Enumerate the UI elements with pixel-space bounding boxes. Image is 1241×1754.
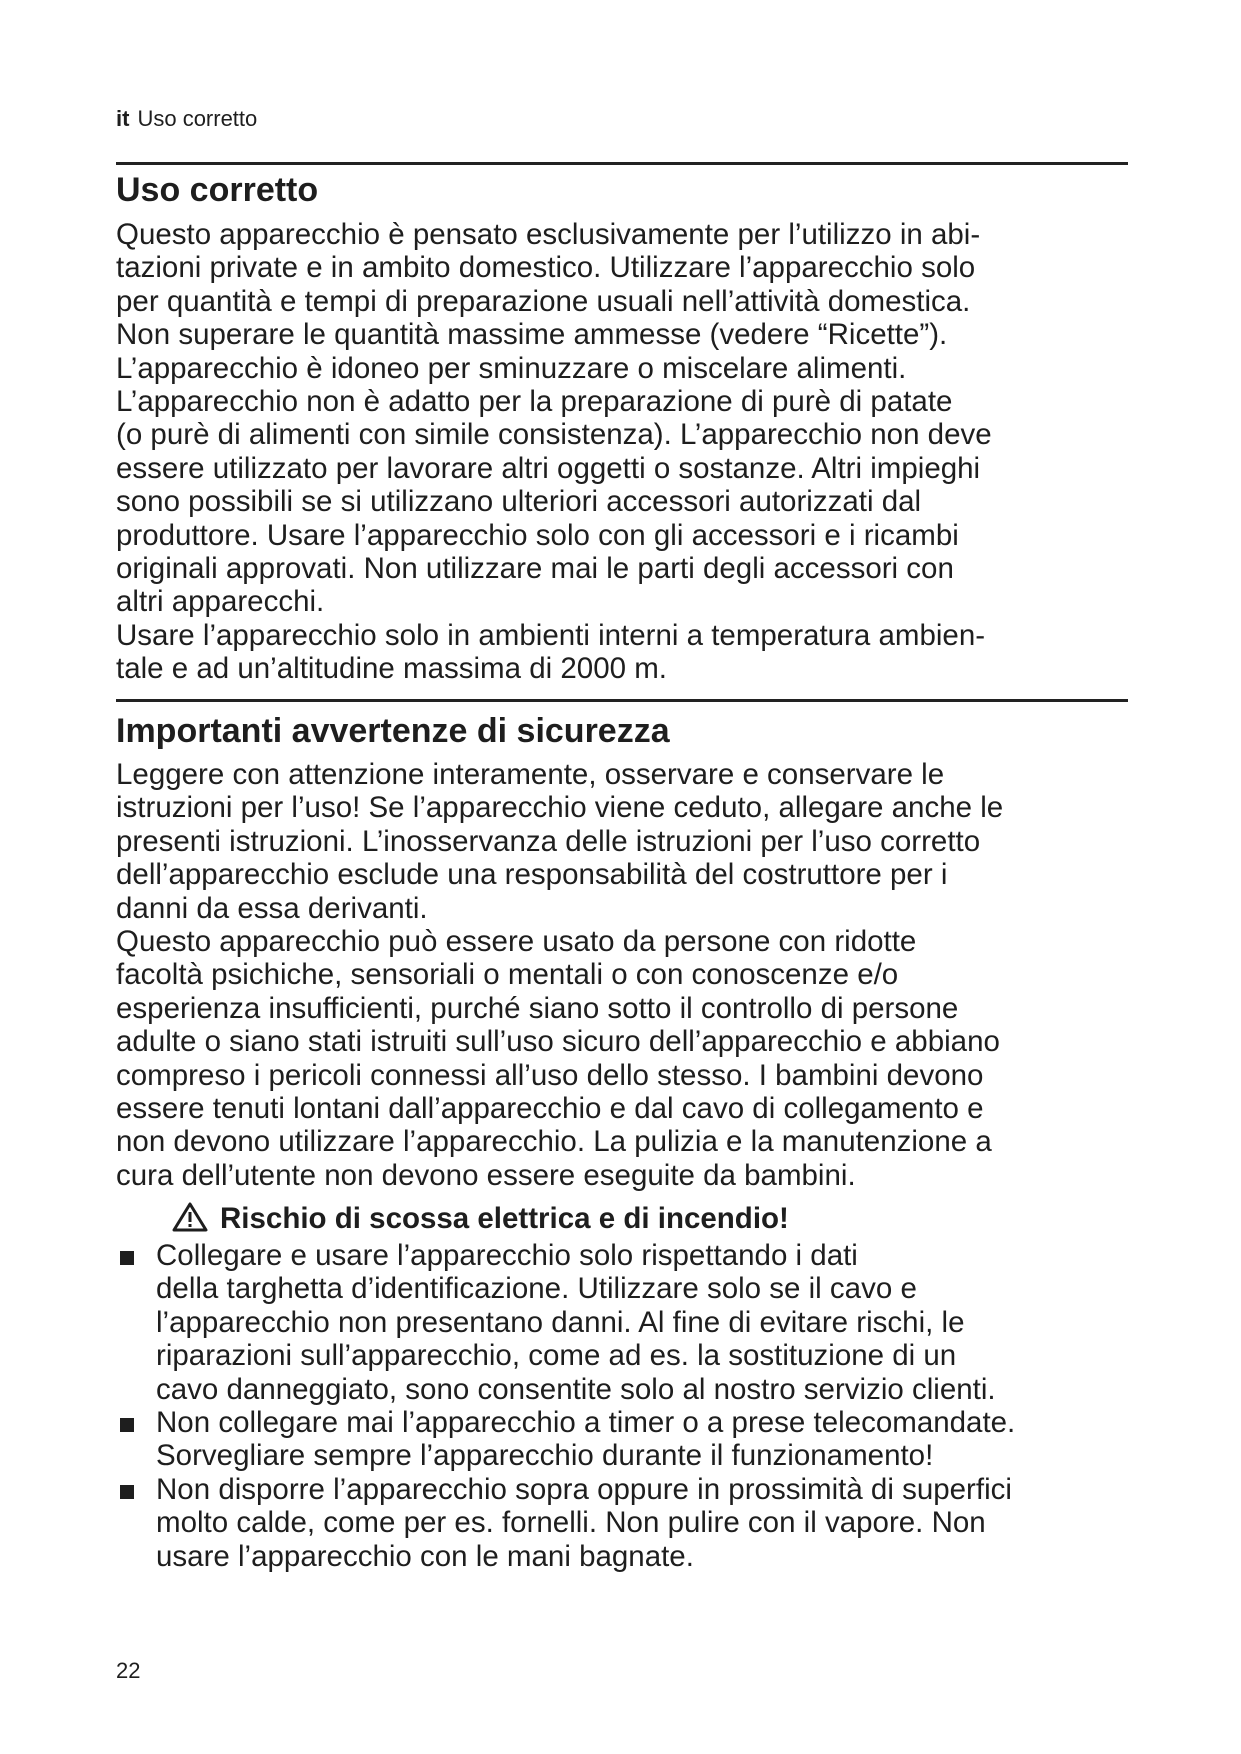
text-line: compreso i pericoli connessi all’uso dello stesso. I bambini devono [116, 1058, 984, 1092]
text-line: l’apparecchio non presentano danni. Al fine di evitare rischi, le [156, 1305, 965, 1339]
text-line: Questo apparecchio può essere usato da persone con ridotte [116, 925, 917, 959]
language-code: it [116, 106, 130, 131]
text-line: Non superare le quantità massime ammesse (vedere “Ricette”). [116, 318, 948, 352]
paragraph [116, 758, 1128, 1192]
text-line: istruzioni per l’uso! Se l’apparecchio viene ceduto, allegare anche le [116, 791, 1004, 825]
text-line: Non collegare mai l’apparecchio a timer o a prese telecomandate. [156, 1406, 1016, 1440]
text-line: essere tenuti lontani dall’apparecchio e dal cavo di collegamento e [116, 1092, 984, 1126]
text-line: Collegare e usare l’apparecchio solo rispettando i dati [156, 1239, 858, 1272]
text-line: cura dell’utente non devono essere eseguite da bambini. [116, 1158, 856, 1192]
section-title-uso-corretto: Uso corretto [116, 171, 319, 209]
manual-page [116, 0, 1128, 1754]
section-body-uso-corretto [116, 218, 1128, 686]
text-line: usare l’apparecchio con le mani bagnate. [156, 1539, 694, 1573]
text-line: riparazioni sull’apparecchio, come ad es. la sostituzione di un [156, 1339, 957, 1373]
text-line: essere utilizzato per lavorare altri oggetti o sostanze. Altri impieghi [116, 451, 981, 485]
text-line: sono possibili se si utilizzano ulteriori accessori autorizzati dal [116, 485, 922, 519]
text-line: danni da essa derivanti. [116, 891, 428, 925]
text-line: Non disporre l’apparecchio sopra oppure in prossimità di superfici [156, 1472, 1012, 1506]
square-bullet-icon [120, 1418, 134, 1432]
section-title-sicurezza: Importanti avvertenze di sicurezza [116, 712, 670, 750]
warning-triangle-icon [172, 1202, 208, 1232]
text-line: esperienza insufficienti, purché siano sotto il controllo di persone [116, 991, 959, 1025]
warning-heading [172, 1202, 789, 1236]
warning-text: Rischio di scossa elettrica e di incendio! [220, 1202, 789, 1235]
text-line: molto calde, come per es. fornelli. Non pulire con il vapore. Non [156, 1506, 986, 1540]
page-number: 22 [116, 1658, 141, 1683]
list-item [116, 1473, 1128, 1573]
text-line: L’apparecchio è idoneo per sminuzzare o miscelare alimenti. [116, 351, 907, 385]
running-header-section: Uso corretto [137, 106, 258, 131]
square-bullet-icon [120, 1485, 134, 1499]
section-body-sicurezza [116, 758, 1128, 1192]
section-divider [116, 699, 1128, 702]
section-divider [116, 162, 1128, 165]
text-line: non devono utilizzare l’apparecchio. La pulizia e la manutenzione a [116, 1125, 992, 1159]
text-line: tazioni private e in ambito domestico. Utilizzare l’apparecchio solo [116, 251, 976, 285]
text-line: dell’apparecchio esclude una responsabilità del costruttore per i [116, 858, 948, 892]
text-line: presenti istruzioni. L’inosservanza delle istruzioni per l’uso corretto [116, 824, 981, 858]
text-line: per quantità e tempi di preparazione usuali nell’attività domestica. [116, 284, 971, 318]
text-line: Usare l’apparecchio solo in ambienti interni a temperatura ambien- [116, 618, 986, 652]
text-line: produttore. Usare l’apparecchio solo con gli accessori e i ricambi [116, 518, 959, 552]
text-line: altri apparecchi. [116, 585, 325, 619]
text-line: cavo danneggiato, sono consentite solo al nostro servizio clienti. [156, 1372, 996, 1406]
list-item [116, 1406, 1128, 1473]
text-line: Leggere con attenzione interamente, osservare e conservare le [116, 758, 945, 791]
text-line: tale e ad un’altitudine massima di 2000 m. [116, 652, 667, 686]
list-item [116, 1239, 1128, 1406]
text-line: adulte o siano stati istruiti sull’uso sicuro dell’apparecchio e abbiano [116, 1025, 1000, 1059]
text-line: (o purè di alimenti con simile consistenza). L’apparecchio non deve [116, 418, 992, 452]
text-line: Sorvegliare sempre l’apparecchio durante il funzionamento! [156, 1439, 934, 1473]
text-line: originali approvati. Non utilizzare mai le parti degli accessori con [116, 552, 954, 586]
text-line: facoltà psichiche, sensoriali o mentali o con conoscenze e/o [116, 958, 899, 992]
text-line: della targhetta d’identificazione. Utilizzare solo se il cavo e [156, 1272, 917, 1306]
safety-bullet-list [116, 1239, 1128, 1573]
paragraph [116, 218, 1128, 686]
square-bullet-icon [120, 1251, 134, 1265]
text-line: Questo apparecchio è pensato esclusivamente per l’utilizzo in abi- [116, 218, 981, 251]
text-line: L’apparecchio non è adatto per la preparazione di purè di patate [116, 385, 953, 419]
running-header [116, 106, 257, 132]
